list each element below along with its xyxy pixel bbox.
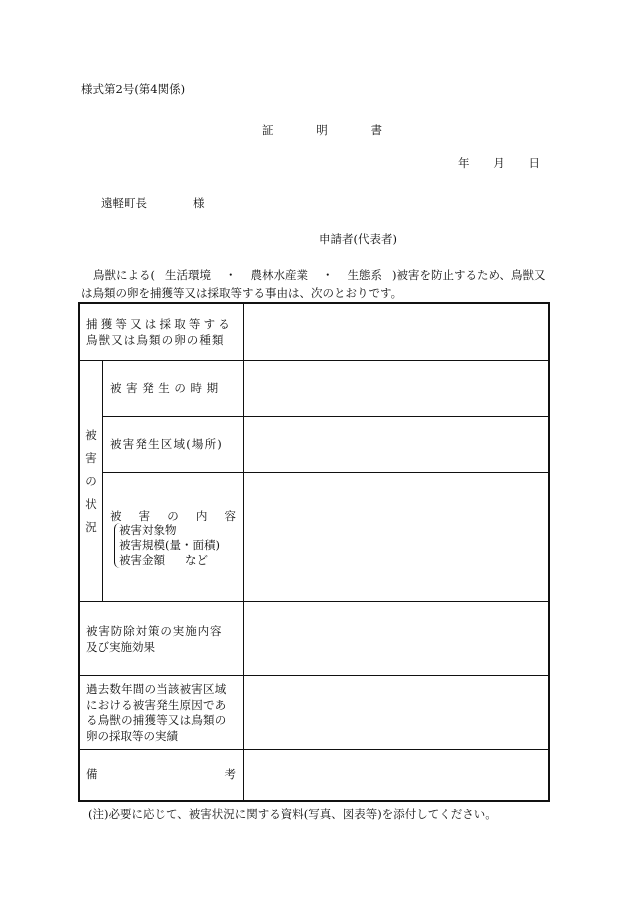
- species-value[interactable]: [246, 306, 544, 358]
- row-divider: [80, 675, 548, 676]
- form-number-label: 様式第2号(第4関係): [81, 82, 186, 96]
- damage-area-value[interactable]: [246, 418, 544, 470]
- heading-char: 容: [224, 509, 236, 523]
- damage-item-text: 被害金額: [119, 553, 165, 567]
- countermeasure-line2: 及び実施効果: [86, 640, 155, 654]
- countermeasure-line1: 被害防除対策の実施内容: [86, 624, 223, 638]
- damage-item: 被害対象物: [119, 523, 177, 537]
- damage-item: 被害規模(量・面積): [119, 538, 220, 552]
- addressee-line: [101, 195, 205, 211]
- damage-status-group-label: [80, 424, 102, 539]
- option-separator: ・: [322, 268, 334, 282]
- title-char: 明: [316, 123, 328, 137]
- group-char: 被: [85, 428, 97, 442]
- body-line-2: は鳥類の卵を捕獲等又は採取等する事由は、次のとおりです。: [81, 286, 403, 300]
- heading-char: の: [167, 509, 179, 523]
- addressee-name: 遠軽町長: [101, 196, 147, 210]
- column-divider: [243, 304, 244, 800]
- damage-content-items: [114, 523, 220, 568]
- option-agriculture: 農林水産業: [250, 268, 308, 282]
- past-records-value[interactable]: [246, 677, 544, 747]
- option-ecosystem: 生態系: [347, 268, 382, 282]
- applicant-label: 申請者(代表者): [319, 232, 397, 246]
- group-char: 況: [85, 520, 97, 534]
- remarks-char: 考: [224, 767, 236, 781]
- footnote: (注)必要に応じて、被害状況に関する資料(写真、図表等)を添付してください。: [88, 807, 497, 821]
- remarks-label: [86, 766, 236, 782]
- past-records-line: る鳥獣の捕獲等又は鳥類の: [86, 713, 227, 727]
- remarks-char: 備: [86, 767, 98, 781]
- document-title: [262, 122, 382, 138]
- remarks-value[interactable]: [246, 751, 544, 798]
- date-day: 日: [528, 156, 540, 170]
- damage-period-label: 被害発生の時期: [110, 381, 223, 395]
- addressee-honorific: 様: [193, 196, 205, 210]
- group-divider: [102, 360, 103, 601]
- date-line: [458, 155, 540, 171]
- body-prefix: 鳥獣による(: [93, 268, 155, 282]
- date-year: 年: [458, 156, 470, 170]
- group-char: 害: [85, 451, 97, 465]
- countermeasure-value[interactable]: [246, 603, 544, 673]
- past-records-line: 過去数年間の当該被害区域: [86, 682, 227, 696]
- species-label-line2: 鳥獣又は鳥類の卵の種類: [86, 333, 225, 347]
- damage-item: [119, 553, 220, 568]
- group-char: の: [85, 474, 97, 488]
- option-separator: ・: [225, 268, 237, 282]
- group-char: 状: [85, 497, 97, 511]
- etc-text: など: [185, 553, 208, 567]
- row-divider: [80, 749, 548, 750]
- species-label: [86, 316, 238, 348]
- title-char: 書: [370, 123, 382, 137]
- row-divider: [102, 472, 548, 473]
- title-char: 証: [262, 123, 274, 137]
- body-paragraph: [81, 266, 551, 302]
- damage-period-value[interactable]: [246, 362, 544, 414]
- heading-char: 内: [195, 509, 208, 523]
- row-divider: [102, 416, 548, 417]
- damage-content-value[interactable]: [246, 474, 544, 599]
- body-suffix: )被害を防止するため、鳥獣又: [392, 268, 546, 282]
- countermeasure-label: [86, 623, 222, 655]
- damage-content-label: [110, 508, 236, 524]
- heading-char: 被: [110, 509, 122, 523]
- past-records-line: 卵の採取等の実績: [86, 728, 178, 743]
- row-divider: [80, 360, 548, 361]
- past-records-label: [86, 682, 226, 744]
- species-label-line1: 捕獲等又は採取等する: [86, 317, 233, 331]
- certificate-table: [78, 302, 550, 802]
- heading-char: 害: [138, 509, 151, 523]
- date-month: 月: [493, 156, 505, 170]
- damage-area-label: 被害発生区域(場所): [110, 437, 223, 451]
- row-divider: [80, 601, 548, 602]
- option-living-environment: 生活環境: [165, 268, 211, 282]
- past-records-line: における被害発生原因であ: [86, 697, 227, 712]
